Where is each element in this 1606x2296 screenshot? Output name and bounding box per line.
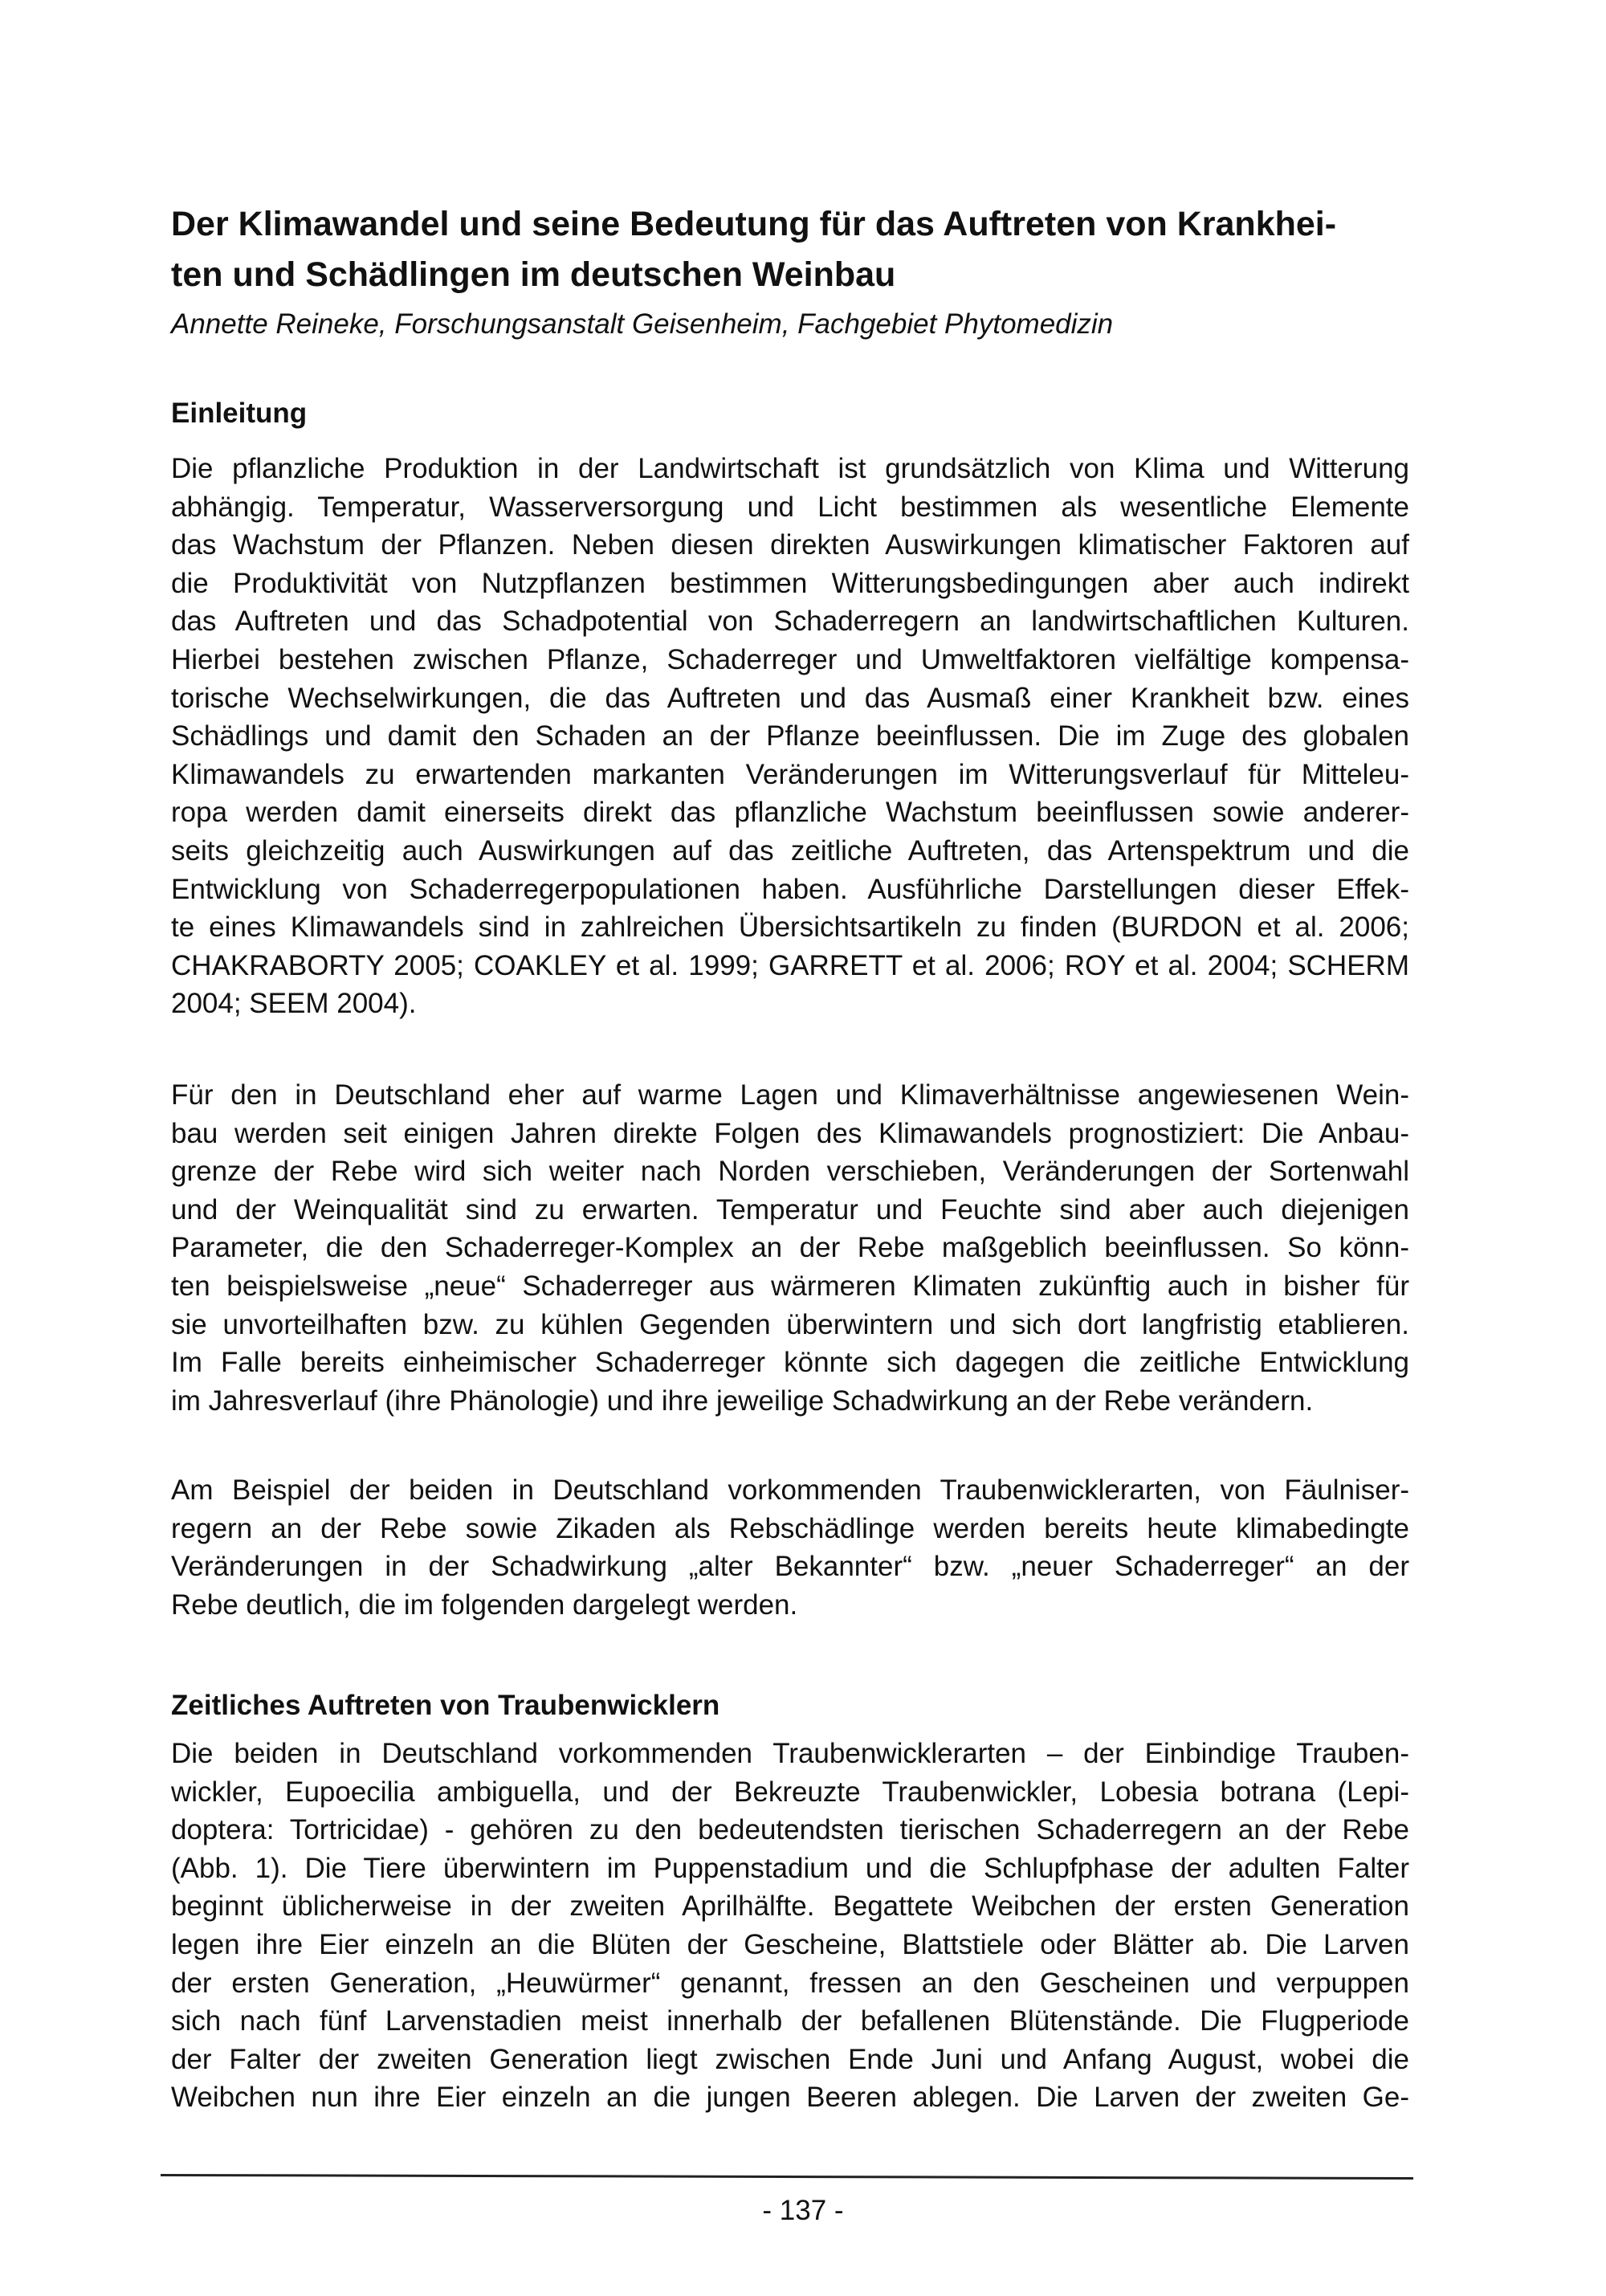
page-number: - 137 - [762,2195,844,2226]
paragraph [171,1471,1409,1624]
title-line: Der Klimawandel und seine Bedeutung für das Auftreten von Krankhei- [171,205,1337,243]
text-line: torische Wechselwirkungen, die das Auftreten und das Ausmaß einer Krankheit bzw. eines [171,682,1409,714]
text-line: abhängig. Temperatur, Wasserversorgung und Licht bestimmen als wesentliche Elemente [171,491,1409,523]
text-line: sich nach fünf Larvenstadien meist innerhalb der befallenen Blütenstände. Die Flugperiode [171,2005,1409,2037]
text-line: Die beiden in Deutschland vorkommenden Traubenwicklerarten – der Einbindige Trauben- [171,1738,1409,1769]
text-line: das Auftreten und das Schadpotential von Schaderregern an landwirtschaftlichen Kulturen. [171,606,1409,638]
text-line: ropa werden damit einerseits direkt das pflanzliche Wachstum beeinflussen sowie anderer- [171,797,1409,829]
text-line: das Wachstum der Pflanzen. Neben diesen direkten Auswirkungen klimatischer Faktoren auf [171,529,1409,561]
text-line: (Abb. 1). Die Tiere überwintern im Puppenstadium und die Schlupfphase der adulten Falter [171,1852,1409,1884]
text-line: 2004; SEEM 2004). [171,988,417,1020]
text-line: der ersten Generation, „Heuwürmer“ genannt, fressen an den Gescheinen und verpuppen [171,1967,1409,1999]
text-line: Am Beispiel der beiden in Deutschland vorkommenden Traubenwicklerarten, von Fäulniser- [171,1474,1409,1506]
text-line: Die pflanzliche Produktion in der Landwirtschaft ist grundsätzlich von Klima und Witterung [171,453,1409,484]
text-line: sie unvorteilhaften bzw. zu kühlen Gegenden überwintern und sich dort langfristig etablieren. [171,1308,1409,1340]
text-line: im Jahresverlauf (ihre Phänologie) und ihre jeweilige Schadwirkung an der Rebe verändern. [171,1385,1314,1417]
text-line: Entwicklung von Schaderregerpopulationen haben. Ausführliche Darstellungen dieser Effek- [171,873,1409,905]
text-line: doptera: Tortricidae) - gehören zu den bedeutendsten tierischen Schaderregern an der Rebe [171,1814,1409,1846]
text-line: Veränderungen in der Schadwirkung „alter Bekannter“ bzw. „neuer Schaderreger“ an der [171,1551,1409,1583]
footer-rule [161,2174,1413,2180]
paragraph [171,1735,1409,2117]
text-line: Für den in Deutschland eher auf warme Lagen und Klimaverhältnisse angewiesenen Wein- [171,1079,1409,1111]
text-line: seits gleichzeitig auch Auswirkungen auf das zeitliche Auftreten, das Artenspektrum und die [171,834,1409,867]
text-line: Im Falle bereits einheimischer Schaderreger könnte sich dagegen die zeitliche Entwicklung [171,1347,1409,1379]
article-title [171,199,1409,300]
title-line: ten und Schädlingen im deutschen Weinbau [171,255,896,294]
text-line: Schädlings und damit den Schaden an der Pflanze beeinflussen. Die im Zuge des globalen [171,720,1409,752]
text-line: beginnt üblicherweise in der zweiten Aprilhälfte. Begattete Weibchen der ersten Generation [171,1890,1409,1923]
text-line: bau werden seit einigen Jahren direkte Folgen des Klimawandels prognostiziert: Die Anbau- [171,1117,1409,1149]
text-line: Rebe deutlich, die im folgenden dargelegt werden. [171,1588,798,1621]
text-line: te eines Klimawandels sind in zahlreichen Übersichtsartikeln zu finden (BURDON et al. 2006; [171,911,1409,944]
author-affiliation: Annette Reineke, Forschungsanstalt Geisenheim, Fachgebiet Phytomedizin [171,308,1114,340]
section-heading: Einleitung [171,398,308,429]
text-line: wickler, Eupoecilia ambiguella, und der Bekreuzte Traubenwickler, Lobesia botrana (Lepi- [171,1776,1409,1808]
text-line: Weibchen nun ihre Eier einzeln an die jungen Beeren ablegen. Die Larven der zweiten Ge- [171,2082,1409,2114]
text-line: die Produktivität von Nutzpflanzen bestimmen Witterungsbedingungen aber auch indirekt [171,567,1409,599]
text-line: und der Weinqualität sind zu erwarten. Temperatur und Feuchte sind aber auch diejenigen [171,1193,1409,1225]
text-line: regern an der Rebe sowie Zikaden als Rebschädlinge werden bereits heute klimabedingte [171,1512,1409,1544]
text-line: Klimawandels zu erwartenden markanten Veränderungen im Witterungsverlauf für Mitteleu- [171,758,1409,790]
text-line: CHAKRABORTY 2005; COAKLEY et al. 1999; GARRETT et al. 2006; ROY et al. 2004; SCHERM [171,949,1409,981]
text-line: ten beispielsweise „neue“ Schaderreger aus wärmeren Klimaten zukünftig auch in bisher für [171,1270,1409,1302]
text-line: legen ihre Eier einzeln an die Blüten der Gescheine, Blattstiele oder Blätter ab. Die Larven [171,1928,1409,1960]
text-line: grenze der Rebe wird sich weiter nach Norden verschieben, Veränderungen der Sortenwahl [171,1156,1409,1188]
section-heading: Zeitliches Auftreten von Traubenwicklern [171,1690,720,1721]
text-line: der Falter der zweiten Generation liegt zwischen Ende Juni und Anfang August, wobei die [171,2043,1409,2075]
text-line: Hierbei bestehen zwischen Pflanze, Schaderreger und Umweltfaktoren vielfältige kompensa- [171,643,1409,675]
text-line: Parameter, die den Schaderreger-Komplex an der Rebe maßgeblich beeinflussen. So könn- [171,1232,1409,1264]
paragraph [171,1076,1409,1420]
paragraph [171,450,1409,1023]
